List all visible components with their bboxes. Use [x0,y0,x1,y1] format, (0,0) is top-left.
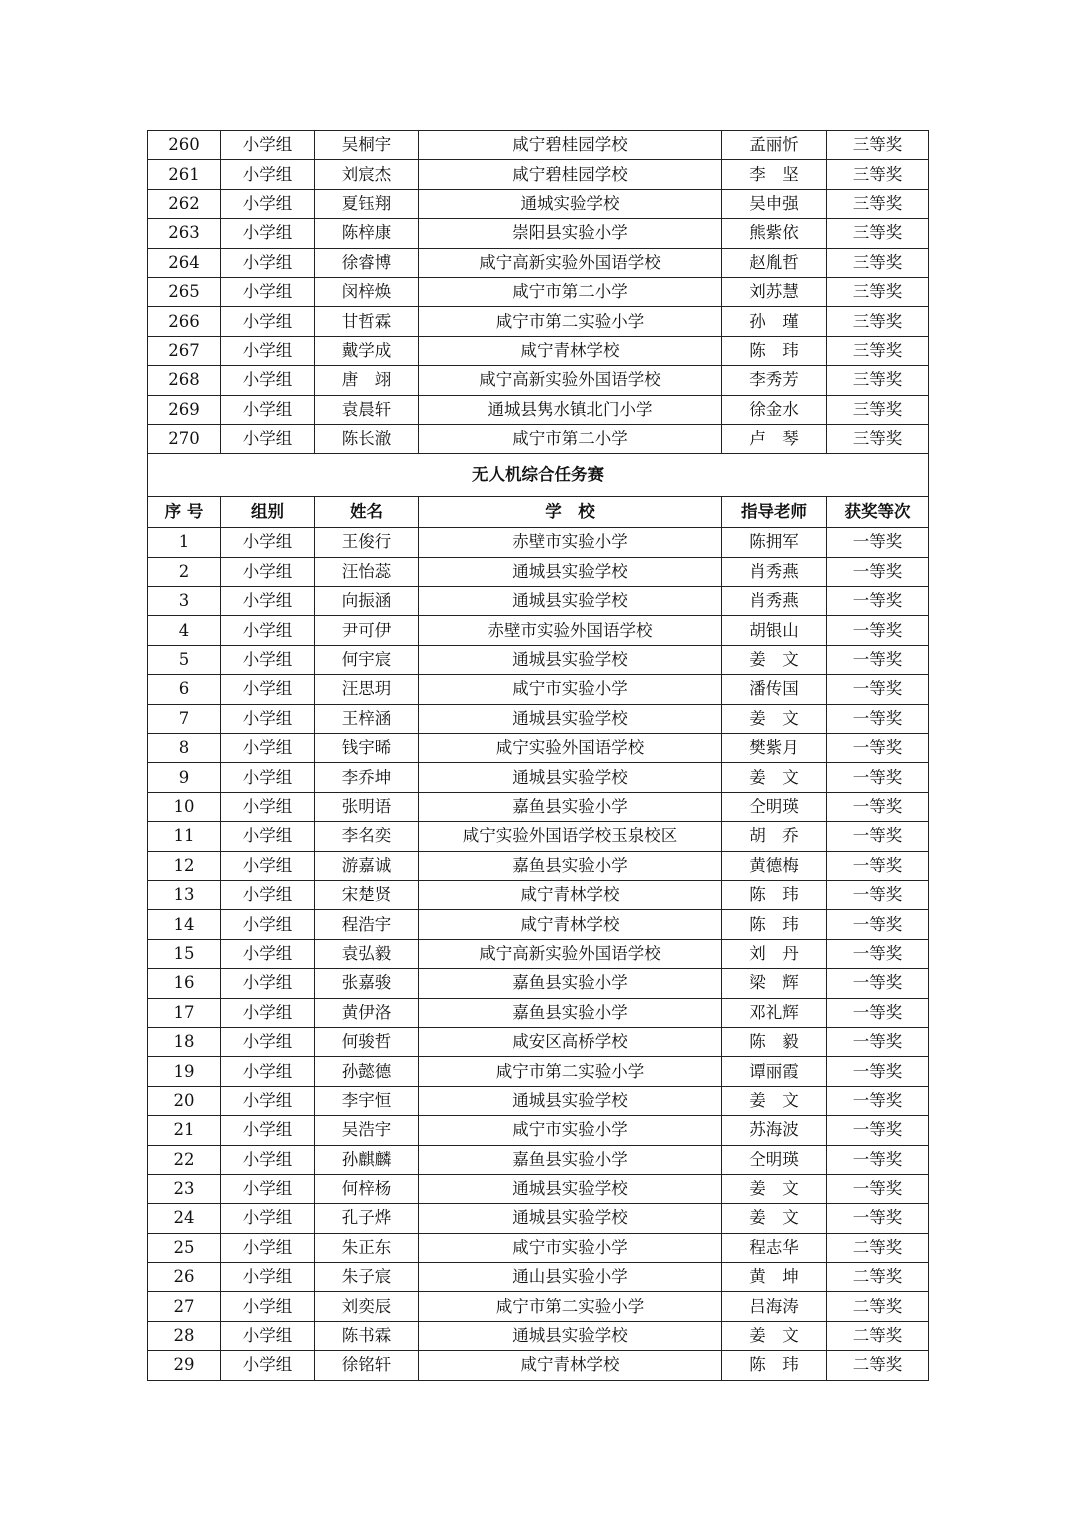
cell-teacher: 邓礼辉 [722,998,827,1027]
cell-index: 17 [148,998,221,1027]
cell-award: 一等奖 [827,1145,929,1174]
cell-school: 咸宁青林学校 [419,336,722,365]
cell-school: 通山县实验小学 [419,1263,722,1292]
cell-name: 张嘉骏 [315,969,419,998]
cell-name: 朱正东 [315,1233,419,1262]
cell-index: 18 [148,1027,221,1056]
cell-group: 小学组 [221,131,315,160]
cell-group: 小学组 [221,792,315,821]
cell-award: 二等奖 [827,1263,929,1292]
cell-school: 咸宁高新实验外国语学校 [419,248,722,277]
drone-section-rows [148,528,929,1380]
cell-school: 咸宁青林学校 [419,1351,722,1380]
cell-index: 27 [148,1292,221,1321]
cell-index: 264 [148,248,221,277]
cell-teacher: 潘传国 [722,675,827,704]
cell-award: 三等奖 [827,189,929,218]
cell-name: 袁晨轩 [315,395,419,424]
cell-group: 小学组 [221,395,315,424]
table-row [148,1351,929,1380]
cell-teacher: 陈 玮 [722,910,827,939]
cell-name: 李宇恒 [315,1086,419,1115]
cell-name: 陈书霖 [315,1321,419,1350]
cell-index: 2 [148,557,221,586]
cell-name: 袁弘毅 [315,939,419,968]
cell-name: 刘宸杰 [315,160,419,189]
cell-name: 甘哲霖 [315,307,419,336]
cell-group: 小学组 [221,366,315,395]
cell-school: 嘉鱼县实验小学 [419,851,722,880]
cell-name: 何梓杨 [315,1174,419,1203]
cell-school: 咸宁实验外国语学校 [419,734,722,763]
cell-school: 赤壁市实验小学 [419,528,722,557]
cell-award: 一等奖 [827,528,929,557]
cell-award: 三等奖 [827,307,929,336]
cell-award: 二等奖 [827,1321,929,1350]
cell-group: 小学组 [221,880,315,909]
cell-teacher: 吕海涛 [722,1292,827,1321]
cell-teacher: 孙 瑾 [722,307,827,336]
cell-award: 一等奖 [827,616,929,645]
table-row [148,734,929,763]
cell-teacher: 陈 玮 [722,336,827,365]
cell-award: 一等奖 [827,1174,929,1203]
cell-index: 5 [148,645,221,674]
cell-index: 16 [148,969,221,998]
cell-school: 通城县实验学校 [419,587,722,616]
cell-teacher: 陈拥军 [722,528,827,557]
cell-name: 何宇宸 [315,645,419,674]
cell-award: 一等奖 [827,763,929,792]
cell-teacher: 姜 文 [722,1204,827,1233]
cell-teacher: 仝明瑛 [722,1145,827,1174]
cell-name: 闵梓焕 [315,277,419,306]
cell-group: 小学组 [221,851,315,880]
cell-teacher: 刘苏慧 [722,277,827,306]
cell-index: 260 [148,131,221,160]
cell-teacher: 姜 文 [722,1321,827,1350]
cell-name: 汪怡蕊 [315,557,419,586]
cell-school: 嘉鱼县实验小学 [419,792,722,821]
table-row [148,998,929,1027]
cell-group: 小学组 [221,528,315,557]
cell-teacher: 陈 玮 [722,880,827,909]
header-group: 组别 [221,497,315,528]
cell-school: 咸宁市第二小学 [419,424,722,453]
cell-school: 通城县隽水镇北门小学 [419,395,722,424]
cell-index: 1 [148,528,221,557]
cell-teacher: 肖秀燕 [722,587,827,616]
cell-index: 24 [148,1204,221,1233]
table-row [148,160,929,189]
cell-award: 一等奖 [827,587,929,616]
cell-award: 三等奖 [827,219,929,248]
table-row [148,645,929,674]
cell-award: 三等奖 [827,395,929,424]
cell-teacher: 吴申强 [722,189,827,218]
cell-name: 程浩宇 [315,910,419,939]
cell-award: 一等奖 [827,851,929,880]
cell-group: 小学组 [221,1086,315,1115]
table-row [148,189,929,218]
table-row [148,910,929,939]
cell-teacher: 孟丽忻 [722,131,827,160]
cell-name: 孙懿德 [315,1057,419,1086]
cell-award: 一等奖 [827,1204,929,1233]
table-row [148,851,929,880]
cell-index: 28 [148,1321,221,1350]
cell-teacher: 赵胤哲 [722,248,827,277]
table-row [148,557,929,586]
cell-award: 一等奖 [827,1086,929,1115]
cell-award: 一等奖 [827,645,929,674]
cell-index: 263 [148,219,221,248]
cell-group: 小学组 [221,822,315,851]
cell-school: 咸宁市第二实验小学 [419,1292,722,1321]
cell-teacher: 黄 坤 [722,1263,827,1292]
cell-teacher: 姜 文 [722,1174,827,1203]
cell-teacher: 徐金水 [722,395,827,424]
cell-school: 咸宁碧桂园学校 [419,131,722,160]
table-row [148,1204,929,1233]
table-row [148,704,929,733]
cell-school: 咸宁市实验小学 [419,1233,722,1262]
cell-group: 小学组 [221,939,315,968]
cell-award: 三等奖 [827,131,929,160]
table-row [148,131,929,160]
cell-name: 尹可伊 [315,616,419,645]
table-row [148,219,929,248]
cell-teacher: 陈 毅 [722,1027,827,1056]
cell-school: 通城县实验学校 [419,704,722,733]
cell-award: 二等奖 [827,1292,929,1321]
cell-award: 一等奖 [827,880,929,909]
cell-group: 小学组 [221,1263,315,1292]
cell-index: 267 [148,336,221,365]
table-row [148,1086,929,1115]
cell-group: 小学组 [221,1292,315,1321]
cell-school: 嘉鱼县实验小学 [419,1145,722,1174]
header-name: 姓名 [315,497,419,528]
cell-group: 小学组 [221,645,315,674]
cell-index: 14 [148,910,221,939]
cell-award: 一等奖 [827,998,929,1027]
table-row [148,616,929,645]
cell-school: 嘉鱼县实验小学 [419,998,722,1027]
cell-index: 20 [148,1086,221,1115]
cell-group: 小学组 [221,910,315,939]
cell-name: 王梓涵 [315,704,419,733]
cell-name: 徐铭轩 [315,1351,419,1380]
cell-award: 三等奖 [827,424,929,453]
table-row [148,336,929,365]
cell-school: 咸宁实验外国语学校玉泉校区 [419,822,722,851]
cell-index: 262 [148,189,221,218]
cell-award: 一等奖 [827,1116,929,1145]
table-row [148,763,929,792]
table-row [148,822,929,851]
cell-name: 吴浩宇 [315,1116,419,1145]
cell-name: 何骏哲 [315,1027,419,1056]
cell-group: 小学组 [221,1145,315,1174]
cell-teacher: 熊紫依 [722,219,827,248]
cell-group: 小学组 [221,998,315,1027]
header-school: 学 校 [419,497,722,528]
cell-name: 戴学成 [315,336,419,365]
cell-school: 通城县实验学校 [419,645,722,674]
cell-award: 二等奖 [827,1351,929,1380]
cell-group: 小学组 [221,734,315,763]
cell-teacher: 姜 文 [722,645,827,674]
cell-teacher: 梁 辉 [722,969,827,998]
cell-name: 汪思玥 [315,675,419,704]
cell-school: 嘉鱼县实验小学 [419,969,722,998]
cell-teacher: 胡 乔 [722,822,827,851]
cell-award: 一等奖 [827,1057,929,1086]
table-row [148,307,929,336]
table-row [148,1174,929,1203]
cell-group: 小学组 [221,1233,315,1262]
cell-group: 小学组 [221,189,315,218]
table-row [148,395,929,424]
cell-index: 270 [148,424,221,453]
cell-school: 通城县实验学校 [419,763,722,792]
table-row [148,1263,929,1292]
table-row [148,277,929,306]
table-row [148,1321,929,1350]
cell-school: 咸宁市第二小学 [419,277,722,306]
cell-group: 小学组 [221,160,315,189]
cell-name: 唐 翊 [315,366,419,395]
cell-teacher: 陈 玮 [722,1351,827,1380]
cell-index: 15 [148,939,221,968]
cell-index: 19 [148,1057,221,1086]
cell-teacher: 李秀芳 [722,366,827,395]
cell-school: 咸宁市第二实验小学 [419,1057,722,1086]
table-row [148,1057,929,1086]
cell-award: 一等奖 [827,675,929,704]
cell-index: 268 [148,366,221,395]
cell-school: 通城县实验学校 [419,1204,722,1233]
cell-name: 徐睿博 [315,248,419,277]
cell-group: 小学组 [221,336,315,365]
cell-name: 游嘉诚 [315,851,419,880]
cell-name: 向振涵 [315,587,419,616]
cell-group: 小学组 [221,248,315,277]
cell-name: 孔子烨 [315,1204,419,1233]
cell-name: 钱宇晞 [315,734,419,763]
cell-index: 9 [148,763,221,792]
cell-school: 通城县实验学校 [419,1086,722,1115]
cell-school: 咸宁青林学校 [419,910,722,939]
cell-award: 一等奖 [827,1027,929,1056]
cell-school: 咸宁碧桂园学校 [419,160,722,189]
cell-group: 小学组 [221,704,315,733]
cell-index: 25 [148,1233,221,1262]
table-row [148,528,929,557]
cell-group: 小学组 [221,219,315,248]
cell-teacher: 程志华 [722,1233,827,1262]
cell-index: 23 [148,1174,221,1203]
cell-award: 三等奖 [827,277,929,306]
table-row [148,1145,929,1174]
cell-name: 夏钰翔 [315,189,419,218]
cell-name: 宋楚贤 [315,880,419,909]
cell-teacher: 樊紫月 [722,734,827,763]
cell-index: 11 [148,822,221,851]
cell-teacher: 胡银山 [722,616,827,645]
cell-school: 咸宁青林学校 [419,880,722,909]
cell-teacher: 谭丽霞 [722,1057,827,1086]
cell-name: 陈梓康 [315,219,419,248]
table-row [148,880,929,909]
table-row [148,1116,929,1145]
cell-award: 一等奖 [827,792,929,821]
cell-teacher: 肖秀燕 [722,557,827,586]
cell-name: 陈长澈 [315,424,419,453]
header-teacher: 指导老师 [722,497,827,528]
table-row [148,248,929,277]
header-award: 获奖等次 [827,497,929,528]
cell-name: 李乔坤 [315,763,419,792]
cell-school: 咸宁市实验小学 [419,675,722,704]
cell-teacher: 仝明瑛 [722,792,827,821]
cell-index: 269 [148,395,221,424]
cell-group: 小学组 [221,675,315,704]
cell-school: 通城实验学校 [419,189,722,218]
cell-group: 小学组 [221,969,315,998]
cell-award: 一等奖 [827,910,929,939]
cell-teacher: 姜 文 [722,1086,827,1115]
cell-name: 孙麒麟 [315,1145,419,1174]
cell-group: 小学组 [221,763,315,792]
cell-name: 王俊行 [315,528,419,557]
cell-group: 小学组 [221,1057,315,1086]
table-row [148,1292,929,1321]
cell-index: 21 [148,1116,221,1145]
cell-index: 8 [148,734,221,763]
cell-index: 4 [148,616,221,645]
cell-school: 通城县实验学校 [419,1174,722,1203]
cell-teacher: 姜 文 [722,704,827,733]
previous-section-rows [148,131,929,454]
table-row [148,587,929,616]
cell-school: 咸宁市第二实验小学 [419,307,722,336]
cell-award: 一等奖 [827,704,929,733]
cell-teacher: 刘 丹 [722,939,827,968]
cell-teacher: 李 坚 [722,160,827,189]
cell-index: 10 [148,792,221,821]
cell-award: 三等奖 [827,336,929,365]
cell-group: 小学组 [221,1351,315,1380]
cell-name: 吴桐宇 [315,131,419,160]
cell-index: 3 [148,587,221,616]
cell-index: 266 [148,307,221,336]
table-row [148,366,929,395]
cell-name: 朱子宸 [315,1263,419,1292]
cell-group: 小学组 [221,307,315,336]
cell-award: 三等奖 [827,366,929,395]
cell-group: 小学组 [221,557,315,586]
cell-award: 一等奖 [827,734,929,763]
cell-group: 小学组 [221,587,315,616]
cell-group: 小学组 [221,616,315,645]
cell-name: 刘奕辰 [315,1292,419,1321]
section-title: 无人机综合任务赛 [148,454,929,497]
cell-school: 咸宁高新实验外国语学校 [419,366,722,395]
cell-index: 7 [148,704,221,733]
table-row [148,1027,929,1056]
table-row [148,969,929,998]
cell-school: 通城县实验学校 [419,1321,722,1350]
section-header [148,454,929,528]
cell-teacher: 卢 琴 [722,424,827,453]
table-row [148,1233,929,1262]
table-row [148,939,929,968]
cell-award: 一等奖 [827,822,929,851]
cell-index: 12 [148,851,221,880]
cell-award: 一等奖 [827,939,929,968]
cell-name: 李名奕 [315,822,419,851]
cell-award: 一等奖 [827,969,929,998]
header-index: 序 号 [148,497,221,528]
cell-teacher: 苏海波 [722,1116,827,1145]
cell-school: 咸宁高新实验外国语学校 [419,939,722,968]
cell-group: 小学组 [221,1027,315,1056]
table-row [148,792,929,821]
cell-group: 小学组 [221,1321,315,1350]
cell-name: 张明语 [315,792,419,821]
cell-school: 通城县实验学校 [419,557,722,586]
cell-award: 三等奖 [827,248,929,277]
cell-group: 小学组 [221,277,315,306]
column-header-row [148,497,929,528]
table-row [148,675,929,704]
cell-group: 小学组 [221,1116,315,1145]
cell-index: 6 [148,675,221,704]
cell-teacher: 黄德梅 [722,851,827,880]
cell-award: 二等奖 [827,1233,929,1262]
cell-group: 小学组 [221,1174,315,1203]
cell-school: 赤壁市实验外国语学校 [419,616,722,645]
cell-index: 13 [148,880,221,909]
cell-award: 一等奖 [827,557,929,586]
award-table [147,130,929,1381]
cell-award: 三等奖 [827,160,929,189]
cell-teacher: 姜 文 [722,763,827,792]
cell-group: 小学组 [221,1204,315,1233]
section-title-row [148,454,929,497]
cell-index: 26 [148,1263,221,1292]
cell-school: 崇阳县实验小学 [419,219,722,248]
cell-index: 265 [148,277,221,306]
cell-name: 黄伊洛 [315,998,419,1027]
table-row [148,424,929,453]
cell-school: 咸宁市实验小学 [419,1116,722,1145]
cell-index: 22 [148,1145,221,1174]
cell-group: 小学组 [221,424,315,453]
cell-school: 咸安区高桥学校 [419,1027,722,1056]
cell-index: 261 [148,160,221,189]
cell-index: 29 [148,1351,221,1380]
